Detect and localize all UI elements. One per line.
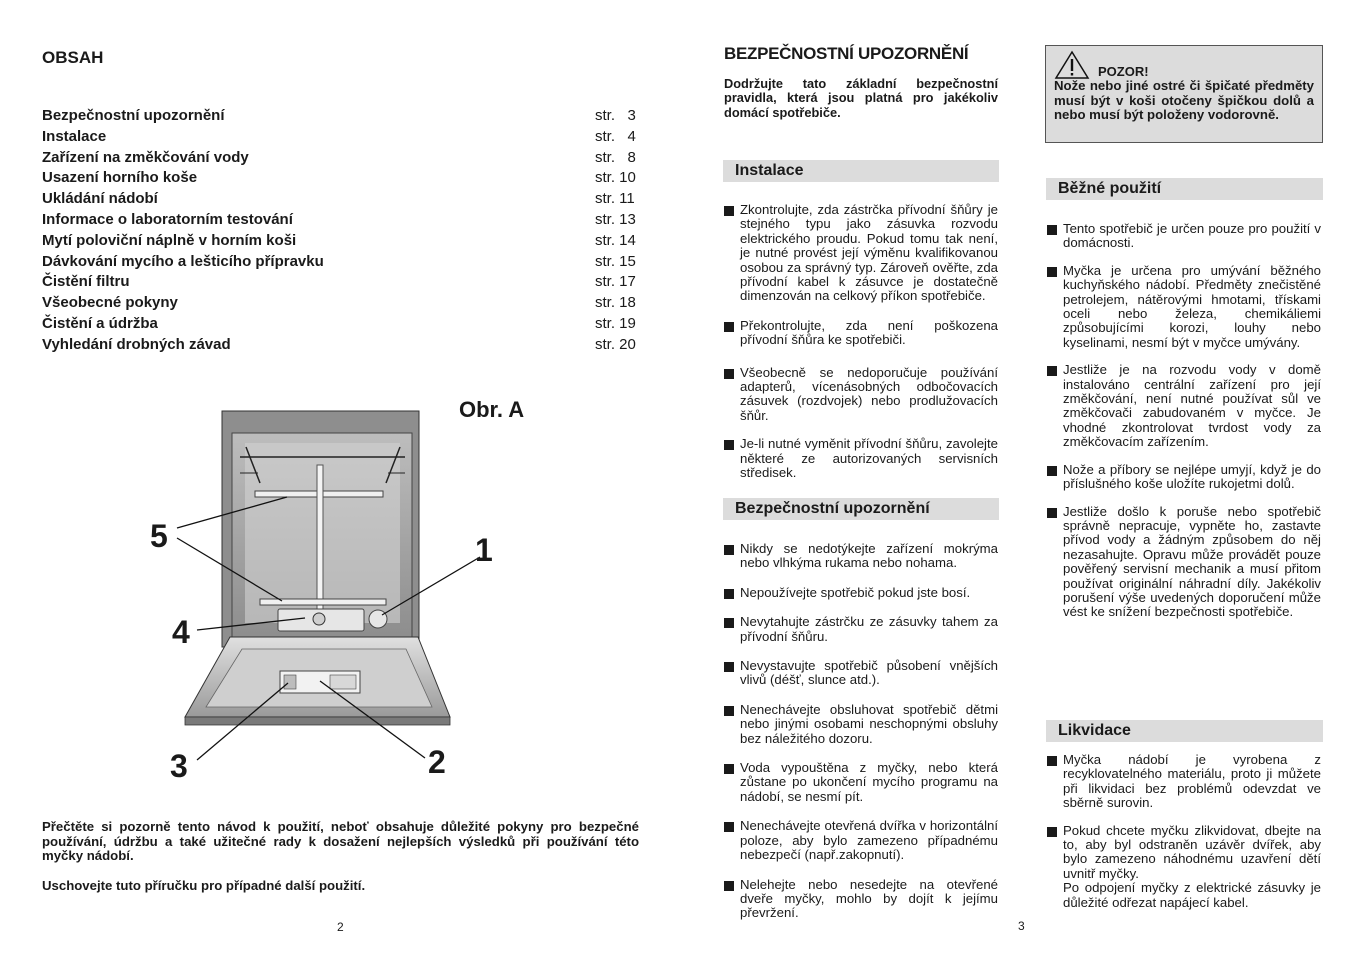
list-item: Překontrolujte, zda není poškozena přívodní šňůra ke spotřebiči.	[724, 319, 998, 348]
list-item: Nevystavujte spotřebič působení vnějších vlivů (déšť, slunce atd.).	[724, 659, 998, 688]
list-item: Je-li nutné vyměnit přívodní šňůru, zavolejte některé ze autorizovaných servisních středisek.	[724, 437, 998, 480]
toc-title: Bezpečnostní upozornění	[42, 107, 225, 124]
toc-page: str. 15	[595, 252, 636, 270]
list-item: Nevytahujte zástrčku ze zásuvky tahem za přívodní šňůru.	[724, 615, 998, 644]
toc-title: Informace o laboratorním testování	[42, 210, 293, 228]
toc-row	[42, 335, 642, 356]
toc-row	[42, 314, 642, 335]
lower-spray-arm	[260, 599, 386, 605]
toc-title: Zařízení na změkčování vody	[42, 148, 249, 166]
callout-1: 1	[475, 532, 493, 568]
list-item: Nepoužívejte spotřebič pokud jste bosí.	[724, 586, 998, 600]
toc-title: Čistění filtru	[42, 273, 130, 291]
feed-tube	[317, 465, 323, 615]
safety-intro: Dodržujte tato základní bezpečnostní pravidla, která jsou platná pro jakékoliv domácí spotřebiče.	[724, 76, 998, 120]
list-item: Nelehejte nebo nesedejte na otevřené dveře myčky, mohlo by dojít k jejímu převržení.	[724, 878, 998, 921]
toc-page: str. 4	[595, 127, 636, 145]
list-item: Myčka je určena pro umývání běžného kuchyňského nádobí. Předměty znečistěné petrolejem, nátěrovými hmotami, třískami oceli nebo železa, chemikáliemi způsobujícími korozi, louhy nebo kyselinami, nesmí být v myčce umývány.	[1047, 264, 1321, 350]
toc-row	[42, 168, 642, 189]
toc-page: str. 11	[595, 190, 635, 208]
list-item: Pokud chcete myčku zlikvidovat, dbejte na to, aby byl odstraněn uzávěr dvířek, aby bylo zamezeno náhodnému uzavření dětí uvnitř myčky. Po odpojení myčky z elektrické zásuvky je důležité odřezat napájecí kabel.	[1047, 824, 1321, 910]
list-item: Jestliže došlo k poruše nebo spotřebič správně nepracuje, vypněte ho, zastavte přívod vody a žádným způsobem do něj nezasahujte. Opravu může provádět pouze pověřený servisní mechanik a musí přitom používat originální náhradní díly. Jakékoliv porušení výše uvedených doporučení může vést ke snížení bezpečnosti spotřebiče.	[1047, 505, 1321, 620]
page-number-right: 3	[1018, 919, 1025, 933]
normal-use-list	[1047, 222, 1321, 620]
salt-container	[369, 610, 387, 628]
toc-title: Ukládání nádobí	[42, 190, 158, 208]
toc-title: Všeobecné pokyny	[42, 294, 178, 312]
callout-5: 5	[150, 518, 168, 554]
list-item: Voda vypouštěna z myčky, nebo která zůstane po ukončení mycího programu na nádobí, se nesmí pít.	[724, 761, 998, 804]
warning-box	[1045, 45, 1323, 143]
toc-page: str. 10	[595, 169, 636, 187]
list-item: Nenechávejte otevřená dvířka v horizontální poloze, aby bylo zamezeno případnému nebezpečí (např.zakopnutí).	[724, 819, 998, 862]
toc-page: str. 20	[595, 335, 636, 353]
list-item: Zkontrolujte, zda zástrčka přívodní šňůry je stejného typu jako zásuvka rozvodu elektrického proudu. Pokud tomu tak není, je nutné provést její výměnu kvalifikovanou osobou za správný typ. Zároveň ověřte, zda přívodní kabel k zásuvce je dostatečně dimenzován na celkový příkon spotřebiče.	[724, 203, 998, 304]
toc-row	[42, 272, 642, 293]
list-item: Nikdy se nedotýkejte zařízení mokrýma nebo vlhkýma rukama nebo nohama.	[724, 542, 998, 571]
dishwasher-diagram	[150, 405, 480, 785]
toc-row	[42, 293, 642, 314]
toc-title: Dávkování mycího a lešticího přípravku	[42, 252, 324, 270]
list-item: Tento spotřebič je určen pouze pro použití v domácnosti.	[1047, 222, 1321, 251]
section-normal-use: Běžné použití	[1046, 178, 1323, 200]
disposal-list	[1047, 753, 1321, 910]
toc-row	[42, 189, 642, 210]
toc-title: Mytí poloviční náplně v horním koši	[42, 231, 297, 249]
section-safety: Bezpečnostní upozornění	[723, 498, 999, 520]
toc-row	[42, 148, 642, 169]
toc-title: Usazení horního koše	[42, 169, 198, 187]
keep-manual-note: Uschovejte tuto příručku pro případné další použití.	[42, 878, 366, 893]
toc-page: str. 19	[595, 314, 636, 332]
toc-row	[42, 231, 642, 252]
contents-heading: OBSAH	[42, 48, 104, 67]
toc-title: Vyhledání drobných závad	[42, 335, 231, 353]
section-installation: Instalace	[723, 160, 999, 182]
toc-page: str. 18	[595, 294, 636, 312]
section-disposal: Likvidace	[1046, 720, 1323, 742]
safety-heading: BEZPEČNOSTNÍ UPOZORNĚNÍ	[724, 44, 969, 63]
toc-page: str. 3	[595, 107, 636, 124]
list-item: Všeobecně se nedoporučuje používání adapterů, vícenásobných odbočovacích zásuvek (rozdvojek) nebo prodlužovacích šňůr.	[724, 366, 998, 424]
warning-text: Nože nebo jiné ostré či špičaté předměty musí být v koši otočeny špičkou dolů a nebo musí být položeny vodorovně.	[1054, 78, 1314, 123]
page-number-left: 2	[337, 920, 344, 934]
callout-2: 2	[428, 744, 446, 780]
toc-page: str. 8	[595, 148, 636, 166]
list-item: Myčka nádobí je vyrobena z recyklovatelného materiálu, proto ji můžete při likvidaci bez problémů odevzdat ve sběrně surovin.	[1047, 753, 1321, 811]
toc-row	[42, 127, 642, 148]
toc-title: Čistění a údržba	[42, 314, 158, 332]
toc-row	[42, 210, 642, 231]
toc-row	[42, 106, 642, 127]
list-item: Jestliže je na rozvodu vody v domě instalováno centrální zařízení pro její změkčování, není nutné používat sůl ve změkčovači zabudovaném v myčce. Je vhodné zkontrolovat tvrdost vody za změkčovacím zařízením.	[1047, 363, 1321, 449]
warning-triangle-icon	[1054, 50, 1090, 80]
toc-page: str. 13	[595, 210, 636, 228]
table-of-contents	[42, 106, 642, 356]
intro-paragraph: Přečtěte si pozorně tento návod k použití, neboť obsahuje důležité pokyny pro bezpečné používání, údržbu a také užitečné rady k dosažení nejlepších výsledků při používání této myčky nádobí.	[42, 819, 639, 864]
figure-label: Obr. A	[459, 397, 525, 422]
toc-page: str. 17	[595, 273, 636, 291]
installation-list	[724, 203, 998, 481]
toc-row	[42, 252, 642, 273]
list-item: Nože a příbory se nejlépe umyjí, když je do příslušného koše uložíte rukojetmi dolů.	[1047, 463, 1321, 492]
callout-3: 3	[170, 748, 188, 784]
safety-list	[724, 542, 998, 921]
toc-page: str. 14	[595, 231, 636, 249]
callout-4: 4	[172, 614, 190, 650]
list-item: Nenechávejte obsluhovat spotřebič dětmi nebo jinými osobami neschopnými obsluhy bez náležitého dozoru.	[724, 703, 998, 746]
warning-title: POZOR!	[1098, 64, 1149, 79]
toc-title: Instalace	[42, 127, 107, 145]
